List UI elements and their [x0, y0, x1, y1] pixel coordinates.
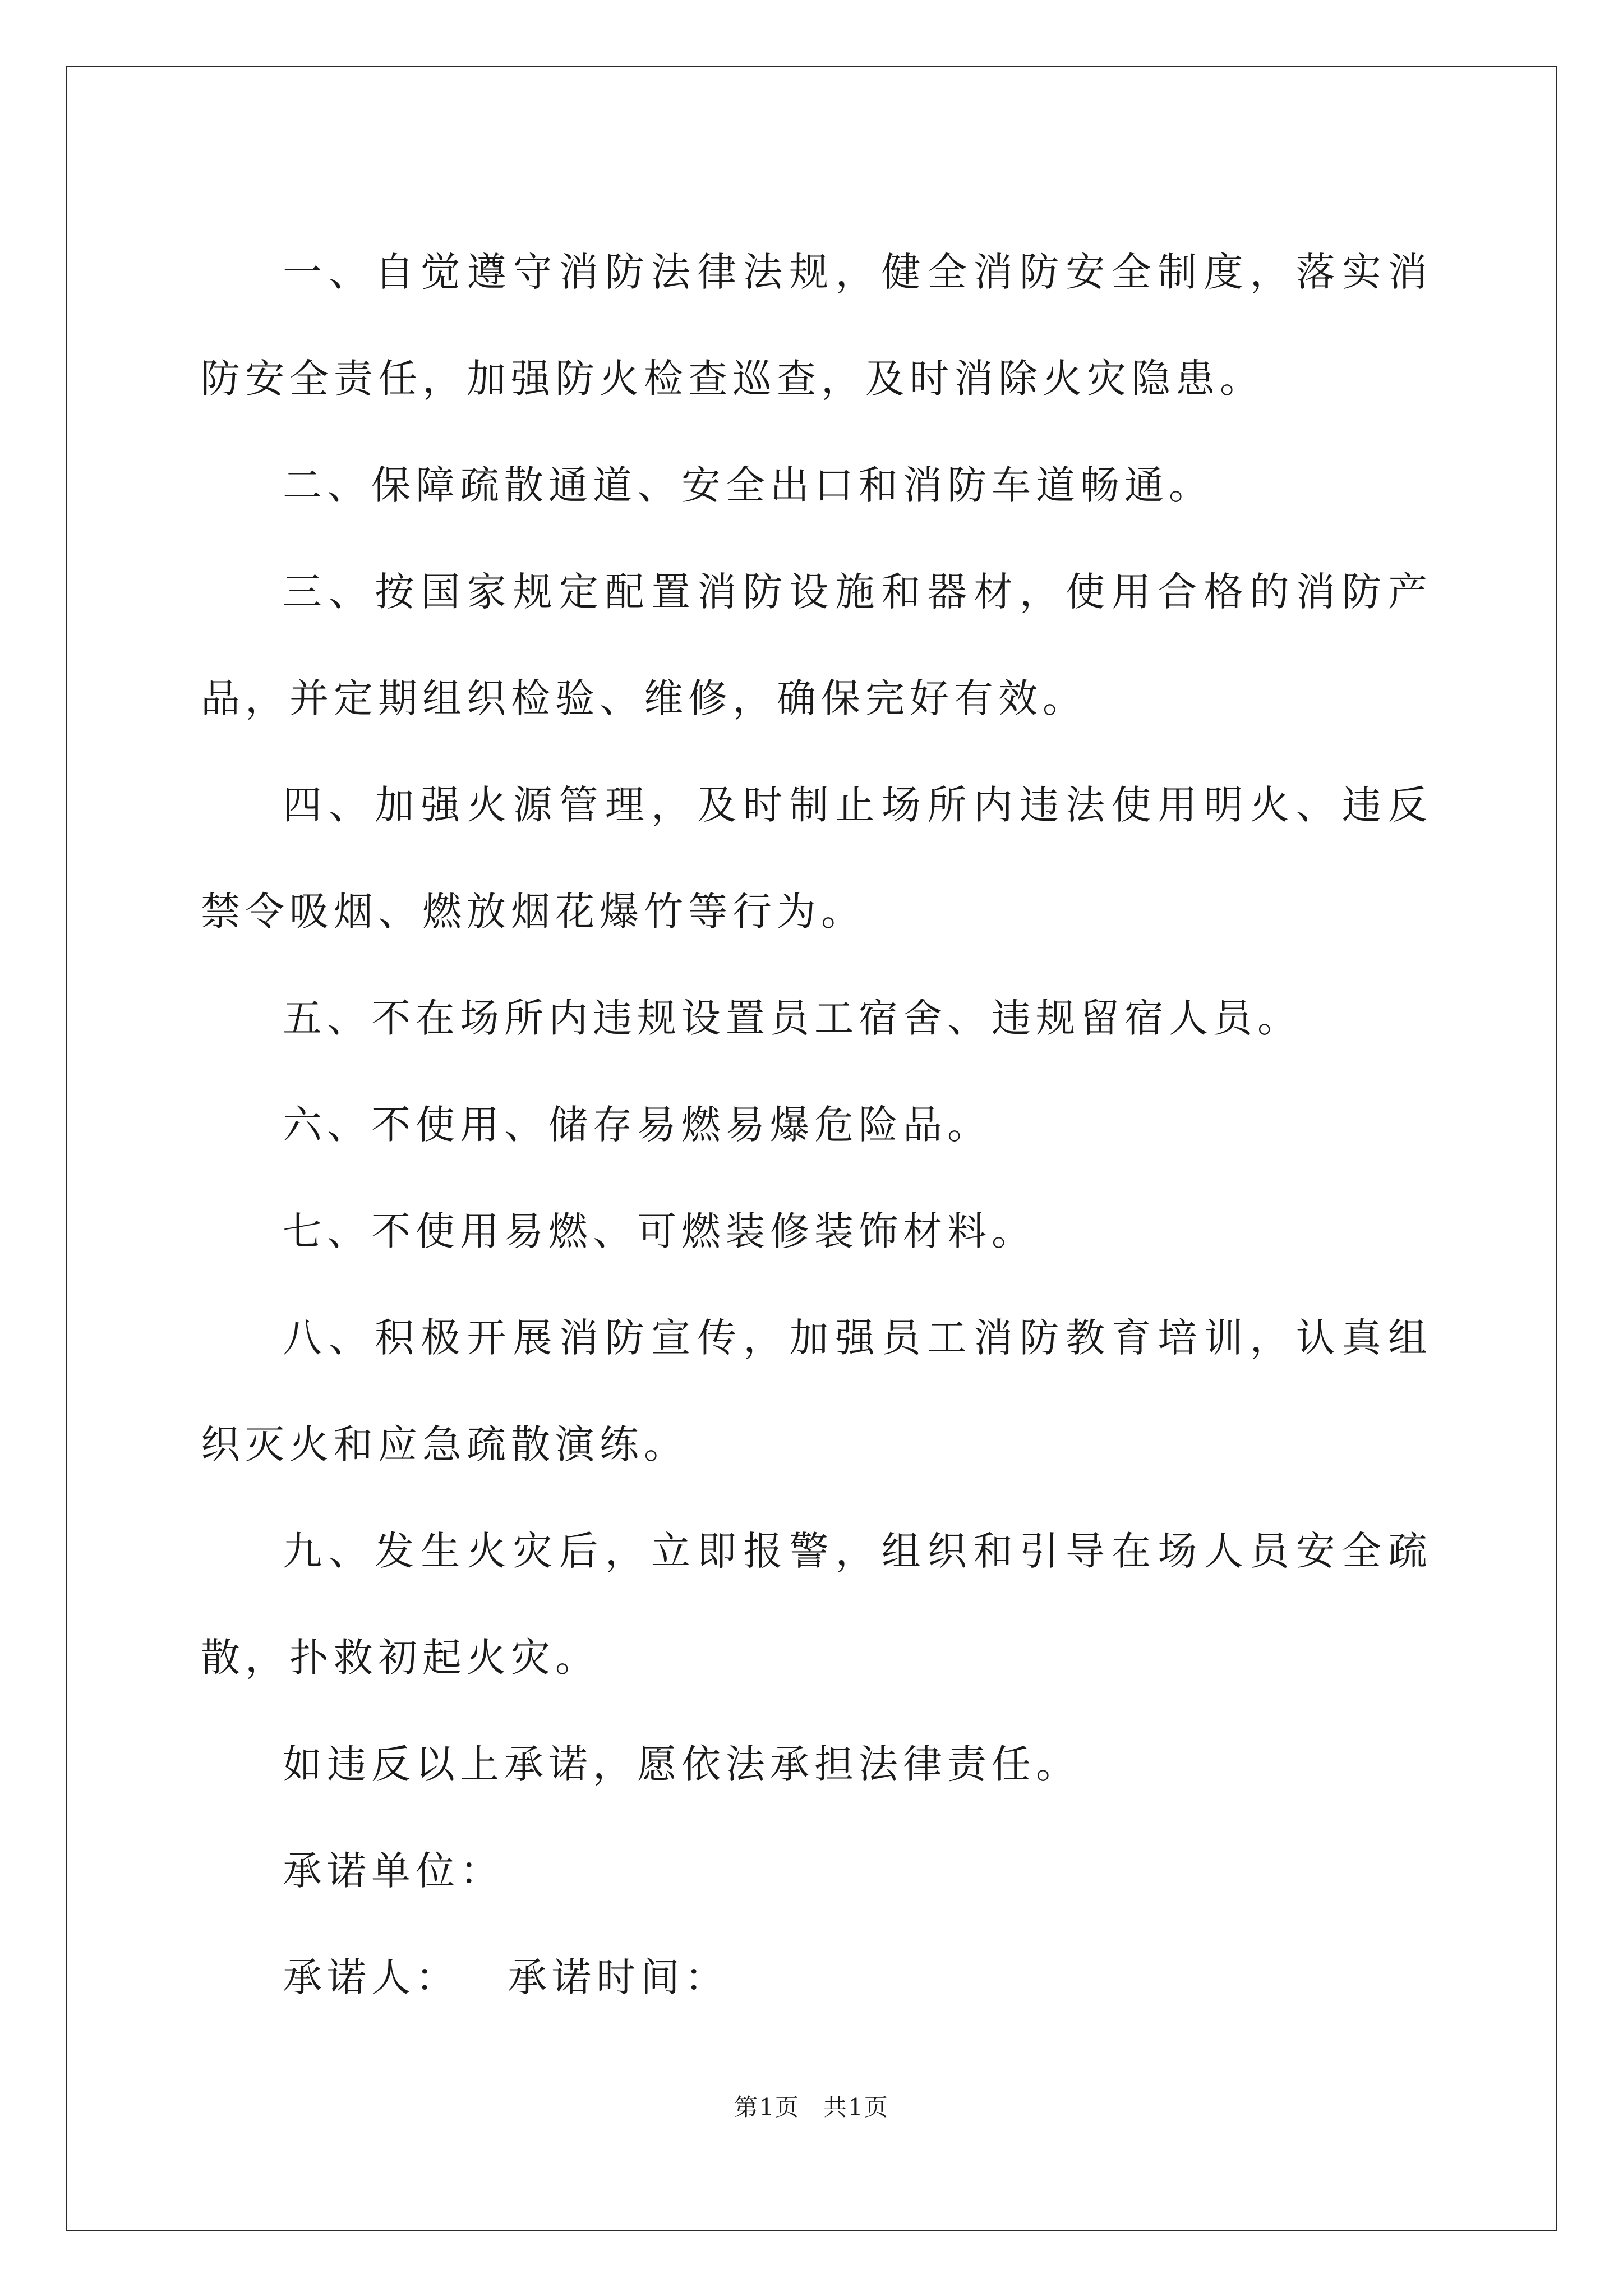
signature-unit-label: 承诺单位：: [283, 1848, 504, 1894]
clause-9: 九、发生火灾后，立即报警，组织和引导在场人员安全疏散，扑救初起火灾。: [201, 1528, 1432, 1681]
clause-7: 七、不使用易燃、可燃装修装饰材料。: [283, 1208, 1036, 1254]
page-footer: [0, 2089, 1623, 2123]
clause-4: 四、加强火源管理，及时制止场所内违法使用明火、违反禁令吸烟、燃放烟花爆竹等行为。: [201, 782, 1432, 935]
liability-statement: 如违反以上承诺，愿依法承担法律责任。: [283, 1741, 1080, 1787]
document-body: [201, 219, 1432, 2031]
page-number: 第1页: [734, 2093, 800, 2121]
signature-person-label: 承诺人：: [283, 1954, 460, 2000]
clause-2: 二、保障疏散通道、安全出口和消防车道畅通。: [283, 462, 1213, 508]
clause-5: 五、不在场所内违规设置员工宿舍、违规留宿人员。: [283, 995, 1302, 1041]
signature-unit-line: [201, 1818, 1432, 1924]
clause-3: 三、按国家规定配置消防设施和器材，使用合格的消防产品，并定期组织检验、维修，确保完好有效。: [201, 569, 1432, 721]
clause-6: 六、不使用、储存易燃易爆危险品。: [283, 1102, 992, 1148]
clause-8: 八、积极开展消防宣传，加强员工消防教育培训，认真组织灭火和应急疏散演练。: [201, 1315, 1432, 1467]
signature-time-label: 承诺时间：: [508, 1954, 729, 2000]
clause-1: 一、自觉遵守消防法律法规，健全消防安全制度，落实消防安全责任，加强防火检查巡查，及时消除火灾隐患。: [201, 249, 1432, 402]
signature-person-line: [201, 1924, 1432, 2031]
page-total: 共1页: [823, 2093, 889, 2121]
